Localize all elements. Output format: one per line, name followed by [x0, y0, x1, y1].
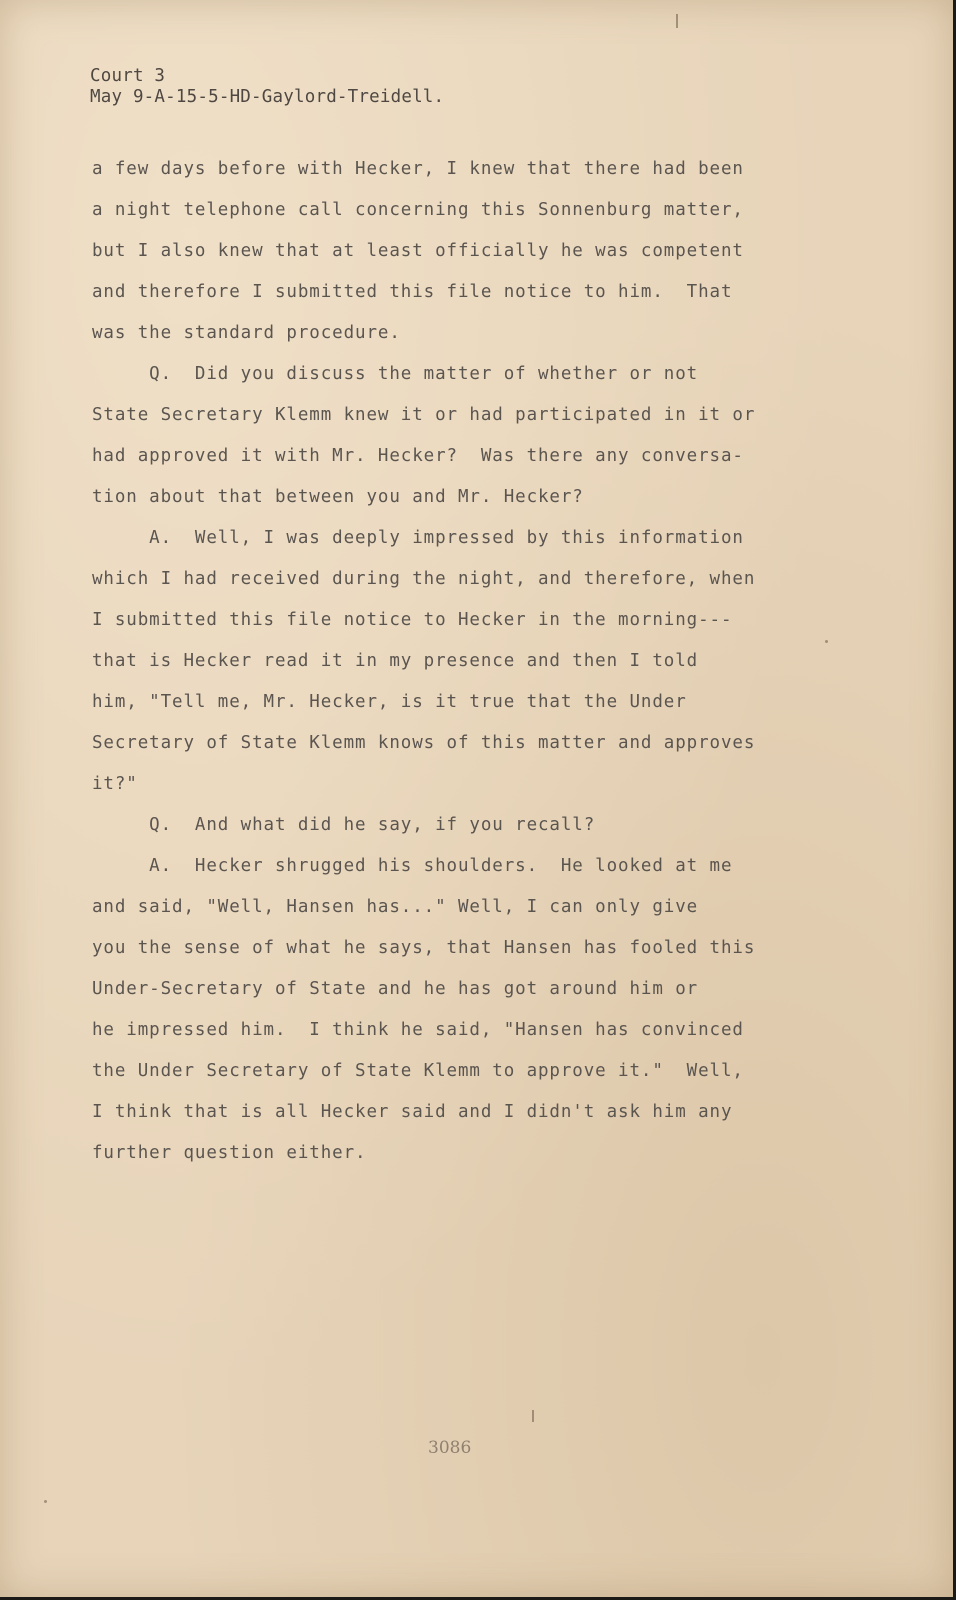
- transcript-line: had approved it with Mr. Hecker? Was there any conversa-: [92, 446, 744, 466]
- transcript-line: the Under Secretary of State Klemm to approve it." Well,: [92, 1061, 744, 1081]
- transcript-line: and said, "Well, Hansen has..." Well, I can only give: [92, 897, 699, 917]
- transcript-line: him, "Tell me, Mr. Hecker, is it true that the Under: [92, 692, 687, 712]
- transcript-line: which I had received during the night, and therefore, when: [92, 569, 756, 589]
- transcript-line: tion about that between you and Mr. Hecker?: [92, 487, 584, 507]
- transcript-line: that is Hecker read it in my presence and then I told: [92, 651, 699, 671]
- paper-blemish: [532, 1410, 534, 1422]
- transcript-line: he impressed him. I think he said, "Hansen has convinced: [92, 1020, 744, 1040]
- page-number: 3086: [428, 1438, 472, 1458]
- document-header: [90, 66, 444, 108]
- transcript-line: you the sense of what he says, that Hansen has fooled this: [92, 938, 756, 958]
- paper-blemish: [44, 1500, 47, 1503]
- transcript-line: was the standard procedure.: [92, 323, 401, 343]
- transcript-line: but I also knew that at least officially he was competent: [92, 241, 744, 261]
- session-reference: May 9-A-15-5-HD-Gaylord-Treidell.: [90, 87, 445, 107]
- transcript-line: a few days before with Hecker, I knew that there had been: [92, 159, 744, 179]
- transcript-line: it?": [92, 774, 138, 794]
- transcript-line: a night telephone call concerning this Sonnenburg matter,: [92, 200, 744, 220]
- transcript-line: Q. And what did he say, if you recall?: [92, 815, 596, 835]
- transcript-line: Q. Did you discuss the matter of whether or not: [92, 364, 699, 384]
- transcript-line: I submitted this file notice to Hecker in the morning---: [92, 610, 733, 630]
- paper-blemish: [676, 14, 678, 28]
- transcript-line: Secretary of State Klemm knows of this matter and approves: [92, 733, 756, 753]
- paper-blemish: [825, 640, 828, 643]
- transcript-line: I think that is all Hecker said and I didn't ask him any: [92, 1102, 733, 1122]
- court-label: Court 3: [90, 66, 166, 86]
- transcript-line: Under-Secretary of State and he has got around him or: [92, 979, 699, 999]
- transcript-line: State Secretary Klemm knew it or had participated in it or: [92, 405, 756, 425]
- transcript-line: further question either.: [92, 1143, 367, 1163]
- transcript-line: A. Hecker shrugged his shoulders. He looked at me: [92, 856, 733, 876]
- transcript-line: A. Well, I was deeply impressed by this information: [92, 528, 744, 548]
- transcript-line: and therefore I submitted this file notice to him. That: [92, 282, 733, 302]
